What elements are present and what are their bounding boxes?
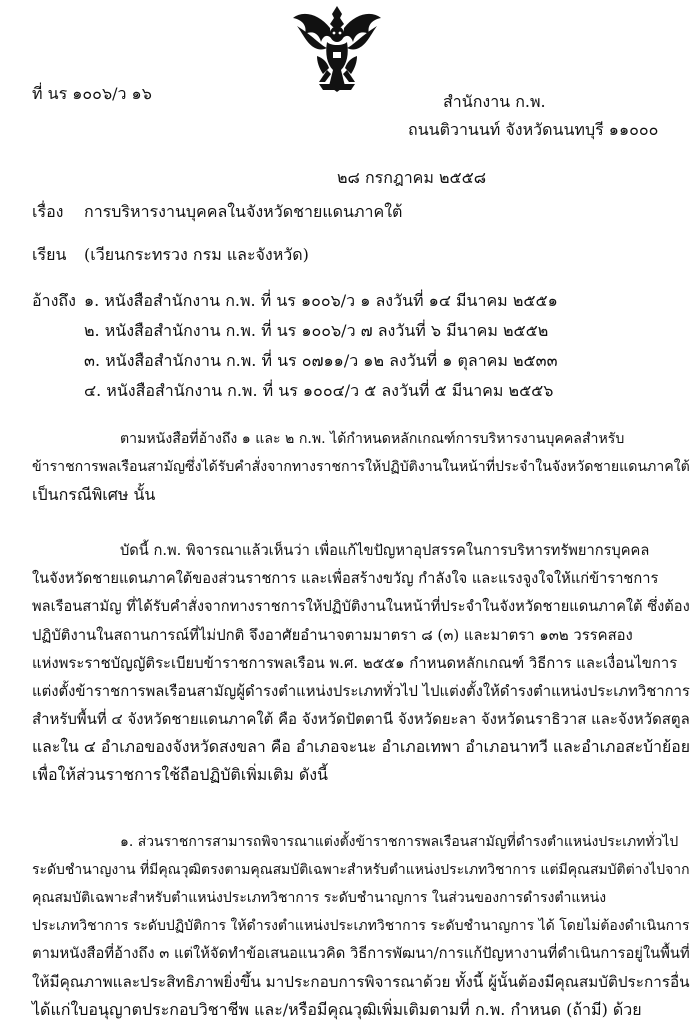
issuer-name: สำนักงาน ก.พ. — [443, 92, 546, 111]
reference-item: ๔. หนังสือสำนักงาน ก.พ. ที่ นร ๑๐๐๔/ว ๕ ลงวันที่ ๕ มีนาคม ๒๕๕๖ — [84, 381, 554, 400]
subject-label: เรื่อง — [32, 202, 64, 221]
reference-item: ๒. หนังสือสำนักงาน ก.พ. ที่ นร ๑๐๐๖/ว ๗ ลงวันที่ ๖ มีนาคม ๒๕๕๒ — [84, 321, 549, 340]
paragraph-line: และใน ๔ อำเภอของจังหวัดสงขลา คือ อำเภอจะนะ อำเภอเทพา อำเภอนาทวี และอำเภอสะบ้าย้อย — [32, 737, 690, 756]
references-list — [84, 291, 558, 411]
paragraph-line: บัดนี้ ก.พ. พิจารณาแล้วเห็นว่า เพื่อแก้ไขปัญหาอุปสรรคในการบริหารทรัพยากรบุคคล — [120, 542, 650, 559]
paragraph-line: ประเภทวิชาการ ระดับปฏิบัติการ ให้ดำรงตำแหน่งประเภทวิชาการ ระดับชำนาญการ ได้ โดยไม่ต้องดำเนินการ — [32, 918, 690, 934]
paragraph-line: เป็นกรณีพิเศษ นั้น — [32, 485, 156, 504]
references-label: อ้างถึง — [32, 291, 76, 310]
paragraph-item-1 — [32, 832, 690, 1028]
paragraph-decision — [32, 541, 690, 793]
subject-row — [32, 202, 403, 222]
paragraph-line: ตามหนังสือที่อ้างถึง ๑ และ ๒ ก.พ. ได้กำหนดหลักเกณฑ์การบริหารงานบุคคลสำหรับ — [120, 431, 625, 447]
recipient-label: เรียน — [32, 245, 67, 264]
paragraph-line: พลเรือนสามัญ ที่ได้รับคำสั่งจากทางราชการให้ปฏิบัติงานในหน้าที่ประจำในจังหวัดชายแดนภาคใต้ ซึ่งต้อง — [32, 598, 690, 615]
paragraph-line: แห่งพระราชบัญญัติระเบียบข้าราชการพลเรือน พ.ศ. ๒๕๕๑ กำหนดหลักเกณฑ์ วิธีการ และเงื่อนไขการ — [32, 654, 678, 672]
recipient-row — [32, 245, 309, 265]
paragraph-line: ข้าราชการพลเรือนสามัญซึ่งได้รับคำสั่งจากทางราชการให้ปฏิบัติงานในหน้าที่ประจำในจังหวัดชายแดนภาคใต้ — [32, 459, 690, 475]
paragraph-background — [32, 429, 690, 513]
paragraph-line: คุณสมบัติเฉพาะสำหรับตำแหน่งประเภทวิชาการ ระดับชำนาญการ ในส่วนของการดำรงตำแหน่ง — [32, 890, 607, 906]
reference-number: ที่ นร ๑๐๐๖/ว ๑๖ — [32, 84, 152, 103]
paragraph-line: ตามหนังสือที่อ้างถึง ๓ แต่ให้จัดทำข้อเสนอแนวคิด วิธีการพัฒนา/การแก้ปัญหางานที่ดำเนินการอยู่ในพื้นที่ — [32, 945, 690, 962]
reference-item: ๑. หนังสือสำนักงาน ก.พ. ที่ นร ๑๐๐๖/ว ๑ ลงวันที่ ๑๔ มีนาคม ๒๕๕๑ — [84, 291, 558, 310]
paragraph-line: ในจังหวัดชายแดนภาคใต้ของส่วนราชการ และเพื่อสร้างขวัญ กำลังใจ และแรงจูงใจให้แก่ข้าราชการ — [32, 570, 659, 587]
recipient-value: (เวียนกระทรวง กรม และจังหวัด) — [84, 245, 309, 264]
paragraph-line: ๑. ส่วนราชการสามารถพิจารณาแต่งตั้งข้าราชการพลเรือนสามัญที่ดำรงตำแหน่งประเภททั่วไป — [120, 834, 679, 850]
garuda-emblem-icon — [289, 4, 385, 96]
reference-item: ๓. หนังสือสำนักงาน ก.พ. ที่ นร ๐๗๑๑/ว ๑๒ ลงวันที่ ๑ ตุลาคม ๒๕๓๓ — [84, 351, 558, 370]
paragraph-line: เพื่อให้ส่วนราชการใช้ถือปฏิบัติเพิ่มเติม ดังนี้ — [32, 765, 328, 784]
document-date: ๒๘ กรกฎาคม ๒๕๕๘ — [337, 168, 487, 187]
paragraph-line: ให้มีคุณภาพและประสิทธิภาพยิ่งขึ้น มาประกอบการพิจารณาด้วย ทั้งนี้ ผู้นั้นต้องมีคุณสมบัติประการอื่น — [32, 973, 690, 991]
paragraph-line: แต่งตั้งข้าราชการพลเรือนสามัญผู้ดำรงตำแหน่งประเภททั่วไป ไปแต่งตั้งให้ดำรงตำแหน่งประเภทวิชาการ — [32, 682, 690, 700]
paragraph-line: ปฏิบัติงานในสถานการณ์ที่ไม่ปกติ จึงอาศัยอำนาจตามมาตรา ๘ (๓) และมาตรา ๑๓๒ วรรคสอง — [32, 626, 633, 644]
paragraph-line: สำหรับพื้นที่ ๔ จังหวัดชายแดนภาคใต้ คือ จังหวัดปัตตานี จังหวัดยะลา จังหวัดนราธิวาส และจังหวัดสตูล — [32, 710, 690, 728]
issuer-address: ถนนติวานนท์ จังหวัดนนทบุรี ๑๑๐๐๐ — [408, 120, 659, 139]
paragraph-line: ได้แก่ใบอนุญาตประกอบวิชาชีพ และ/หรือมีคุณวุฒิเพิ่มเติมตามที่ ก.พ. กำหนด (ถ้ามี) ด้วย — [32, 1000, 642, 1019]
subject-value: การบริหารงานบุคคลในจังหวัดชายแดนภาคใต้ — [84, 202, 403, 221]
paragraph-line: ระดับชำนาญงาน ที่มีคุณวุฒิตรงตามคุณสมบัติเฉพาะสำหรับตำแหน่งประเภทวิชาการ แต่มีคุณสมบัติต่างไปจาก — [32, 862, 690, 878]
